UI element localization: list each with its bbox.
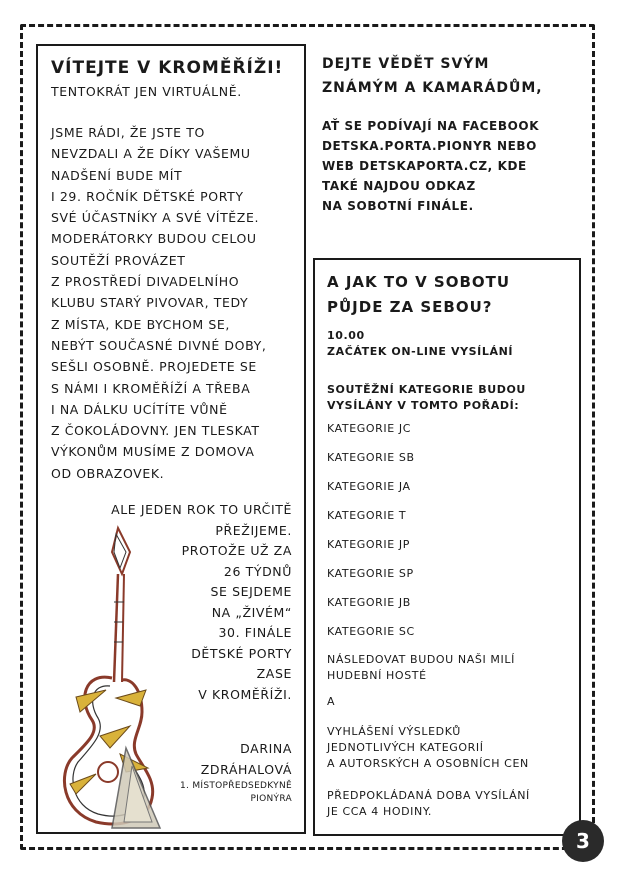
signature-name-line: DARINA	[240, 741, 292, 756]
signature-role-line: 1. MÍSTOPŘEDSEDKYNĚ	[180, 781, 292, 791]
closing-line: SE SEJDEME	[210, 584, 292, 599]
welcome-title: VÍTEJTE V KROMĚŘÍŽI!	[51, 58, 284, 78]
schedule-title-line: PŮJDE ZA SEBOU?	[327, 298, 493, 316]
guitar-sculpture-icon	[56, 522, 168, 834]
schedule-time: 10.00	[327, 329, 365, 342]
guests-line: NÁSLEDOVAT BUDOU NAŠI MILÍ	[327, 653, 515, 666]
body-line: SEŠLI OSOBNĚ. PROJEDETE SE	[51, 359, 257, 375]
duration-line: JE CCA 4 HODINY.	[327, 805, 433, 818]
closing-line: PŘEŽIJEME.	[215, 522, 292, 538]
guests-line: HUDEBNÍ HOSTÉ	[327, 669, 427, 682]
category-item: KATEGORIE SP	[327, 567, 414, 580]
body-line: I 29. ROČNÍK DĚTSKÉ PORTY	[51, 188, 244, 204]
body-line: MODERÁTORKY BUDOU CELOU	[51, 231, 257, 247]
body-line: Z ČOKOLÁDOVNY. JEN TLESKAT	[51, 423, 260, 439]
share-body-line: AŤ SE PODÍVAJÍ NA FACEBOOK	[322, 119, 540, 133]
schedule-box	[313, 258, 581, 836]
category-item: KATEGORIE JA	[327, 480, 411, 493]
share-body-line: TAKÉ NAJDOU ODKAZ	[322, 179, 476, 193]
welcome-body	[51, 122, 301, 484]
category-item: KATEGORIE JC	[327, 422, 412, 435]
duration-line: PŘEDPOKLÁDANÁ DOBA VYSÍLÁNÍ	[327, 789, 530, 802]
schedule-list	[327, 328, 571, 820]
and-line: A	[327, 695, 336, 708]
closing-line: NA „ŽIVÉM“	[211, 604, 292, 620]
share-body-line: DETSKA.PORTA.PIONYR NEBO	[322, 139, 537, 153]
closing-line: 26 TÝDNŮ	[223, 563, 292, 579]
closing-line: ALE JEDEN ROK TO URČITĚ	[111, 502, 292, 517]
closing-line: ZASE	[256, 666, 292, 681]
body-line: I NA DÁLKU UCÍTÍTE VŮNĚ	[51, 401, 228, 417]
results-line: VYHLÁŠENÍ VÝSLEDKŮ	[327, 725, 461, 738]
category-item: KATEGORIE SC	[327, 625, 415, 638]
share-title-line: DEJTE VĚDĚT SVÝM	[322, 56, 490, 72]
body-line: SOUTĚŽÍ PROVÁZET	[51, 252, 186, 268]
share-body-line: WEB DETSKAPORTA.CZ, KDE	[322, 159, 527, 173]
body-line: Z MÍSTA, KDE BYCHOM SE,	[51, 316, 230, 332]
category-item: KATEGORIE T	[327, 509, 407, 522]
signature-name-line: ZDRÁHALOVÁ	[200, 762, 292, 777]
welcome-subtitle: TENTOKRÁT JEN VIRTUÁLNĚ.	[51, 84, 242, 99]
signature-role	[180, 780, 292, 806]
categories-intro-line: SOUTĚŽNÍ KATEGORIE BUDOU	[327, 383, 526, 396]
schedule-title-line: A JAK TO V SOBOTU	[327, 273, 511, 291]
body-line: JSME RÁDI, ŽE JSTE TO	[51, 125, 205, 140]
closing-line: PROTOŽE UŽ ZA	[181, 543, 292, 558]
page-number-badge: 3	[562, 820, 604, 862]
share-section	[322, 52, 592, 216]
share-title-line: ZNÁMÝM A KAMARÁDŮM,	[322, 80, 543, 96]
results-line: JEDNOTLIVÝCH KATEGORIÍ	[327, 741, 484, 754]
share-title	[322, 52, 592, 100]
share-body	[322, 116, 592, 216]
category-item: KATEGORIE SB	[327, 451, 415, 464]
body-line: KLUBU STARÝ PIVOVAR, TEDY	[51, 295, 249, 311]
body-line: VÝKONŮM MUSÍME Z DOMOVA	[51, 444, 255, 460]
results-line: A AUTORSKÝCH A OSOBNÍCH CEN	[327, 757, 529, 770]
body-line: S NÁMI I KROMĚŘÍŽÍ A TŘEBA	[51, 380, 251, 396]
body-line: NADŠENÍ BUDE MÍT	[51, 167, 183, 183]
closing-line: V KROMĚŘÍŽI.	[198, 686, 292, 702]
signature-name	[201, 738, 292, 780]
categories-intro-line: VYSÍLÁNY V TOMTO POŘADÍ:	[327, 399, 520, 412]
closing-line: DĚTSKÉ PORTY	[191, 645, 292, 661]
body-line: Z PROSTŘEDÍ DIVADELNÍHO	[51, 274, 240, 290]
closing-line: 30. FINÁLE	[218, 625, 292, 640]
body-line: NEBÝT SOUČASNÉ DIVNÉ DOBY,	[51, 337, 267, 353]
body-line: SVÉ ÚČASTNÍKY A SVÉ VÍTĚZE.	[51, 210, 260, 226]
body-line: OD OBRAZOVEK.	[51, 465, 165, 481]
body-line: NEVZDALI A ŽE DÍKY VAŠEMU	[51, 146, 251, 162]
schedule-title	[327, 270, 510, 320]
category-item: KATEGORIE JB	[327, 596, 411, 609]
signature-role-line: PIONÝRA	[250, 794, 292, 804]
category-item: KATEGORIE JP	[327, 538, 410, 551]
schedule-start: ZAČÁTEK ON-LINE VYSÍLÁNÍ	[327, 345, 514, 358]
share-body-line: NA SOBOTNÍ FINÁLE.	[322, 199, 474, 213]
